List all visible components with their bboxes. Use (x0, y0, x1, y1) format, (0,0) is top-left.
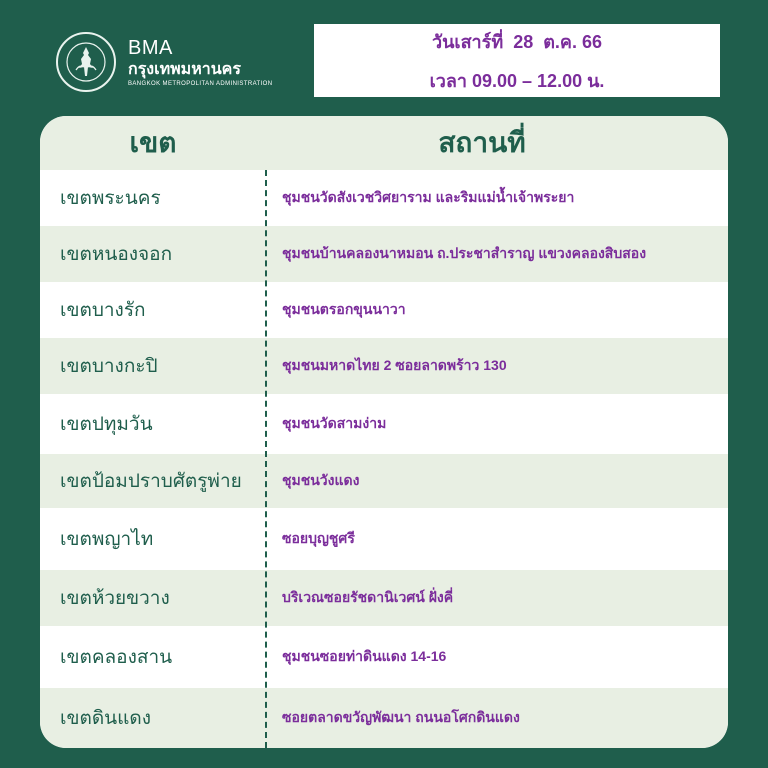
brand-bma: BMA (128, 36, 173, 59)
event-date: วันเสาร์ที่ 28 ต.ค. 66 (432, 31, 602, 52)
row-district: เขตปทุมวัน (60, 414, 153, 435)
row-place: ซอยบุญชูศรี (282, 530, 355, 546)
row-district: เขตพระนคร (60, 188, 161, 209)
row-place: ชุมชนวังแดง (282, 472, 360, 488)
row-district: เขตป้อมปราบศัตรูพ่าย (60, 471, 242, 492)
row-district: เขตคลองสาน (60, 647, 173, 668)
row-place: ชุมชนมหาดไทย 2 ซอยลาดพร้าว 130 (282, 357, 507, 373)
row-place: ชุมชนวัดสามง่าม (282, 415, 387, 431)
bma-logo (56, 32, 272, 92)
table-row (40, 508, 728, 570)
brand-english: BANGKOK METROPOLITAN ADMINISTRATION (128, 80, 273, 87)
column-divider (265, 170, 267, 748)
table-row (40, 226, 728, 282)
row-district: เขตพญาไท (60, 529, 154, 550)
row-place: ซอยตลาดขวัญพัฒนา ถนนอโศกดินแดง (282, 709, 520, 725)
row-district: เขตบางรัก (60, 300, 146, 321)
row-place: ชุมชนบ้านคลองนาหมอน ถ.ประชาสำราญ แขวงคลองสิบสอง (282, 245, 647, 261)
table-row (40, 570, 728, 626)
row-place: ชุมชนตรอกขุนนาวา (282, 301, 406, 317)
row-place: บริเวณซอยรัชดานิเวศน์ ฝั่งคี่ (282, 589, 454, 605)
table-row (40, 170, 728, 226)
schedule-table (40, 116, 728, 748)
brand-thai: กรุงเทพมหานคร (128, 58, 241, 78)
table-row (40, 688, 728, 748)
table-row (40, 626, 728, 688)
table-header (40, 116, 728, 170)
row-place: ชุมชนซอยท่าดินแดง 14-16 (282, 648, 447, 664)
table-row (40, 394, 728, 454)
row-district: เขตบางกะปิ (60, 356, 158, 377)
row-district: เขตดินแดง (60, 708, 152, 729)
row-district: เขตห้วยขวาง (60, 588, 170, 609)
table-row (40, 454, 728, 508)
bma-seal-icon (56, 32, 116, 92)
row-district: เขตหนองจอก (60, 244, 173, 265)
table-row (40, 282, 728, 338)
header-district: เขต (129, 126, 177, 159)
row-place: ชุมชนวัดสังเวชวิศยาราม และริมแม่น้ำเจ้าพระยา (282, 189, 575, 205)
event-time: เวลา 09.00 – 12.00 น. (429, 70, 605, 91)
header-place: สถานที่ (438, 126, 526, 159)
table-row (40, 338, 728, 394)
date-time-box (314, 24, 720, 97)
